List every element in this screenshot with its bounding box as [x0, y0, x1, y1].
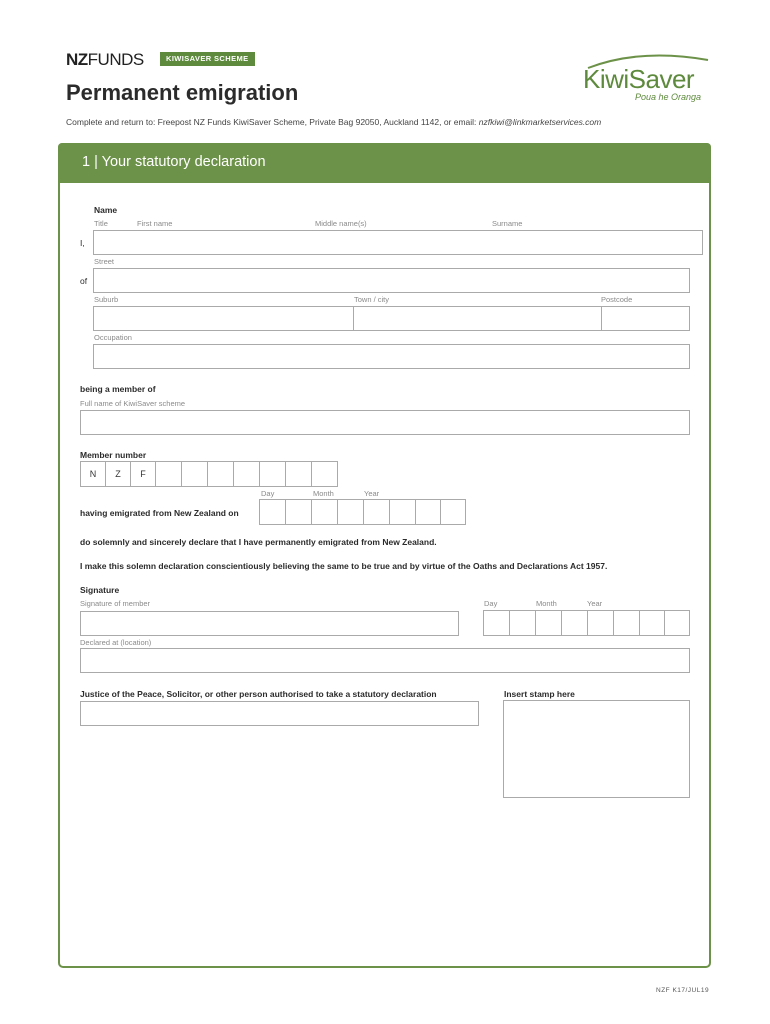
- first-name-caption: First name: [137, 219, 173, 228]
- town-caption: Town / city: [354, 295, 390, 304]
- return-address: Complete and return to: Freepost NZ Funds KiwiSaver Scheme, Private Bag 92050, Auckland 1142, or email:: [66, 117, 479, 127]
- signature-year-caption: Year: [587, 599, 603, 608]
- stamp-label: Insert stamp here: [504, 689, 575, 699]
- suburb-caption: Suburb: [94, 295, 119, 304]
- stamp-box[interactable]: [503, 700, 690, 798]
- occupation-field[interactable]: [93, 344, 690, 369]
- date-digit-box[interactable]: [440, 499, 466, 525]
- member-number-digit[interactable]: [285, 461, 312, 487]
- return-instructions: [66, 117, 601, 127]
- date-digit-box[interactable]: [587, 610, 614, 636]
- scheme-badge: KIWISAVER SCHEME: [160, 52, 255, 66]
- signature-field[interactable]: [80, 611, 459, 636]
- suburb-field[interactable]: [93, 306, 354, 331]
- member-number-digit[interactable]: [155, 461, 182, 487]
- date-digit-box[interactable]: [415, 499, 442, 525]
- signature-date-field[interactable]: [483, 610, 690, 636]
- date-digit-box[interactable]: [664, 610, 690, 636]
- date-digit-box[interactable]: [483, 610, 510, 636]
- logo-word: KiwiSaver: [583, 64, 695, 94]
- date-digit-box[interactable]: [363, 499, 390, 525]
- date-digit-box[interactable]: [389, 499, 416, 525]
- witness-label: Justice of the Peace, Solicitor, or other person authorised to take a statutory declaration: [80, 689, 437, 699]
- occupation-caption: Occupation: [94, 333, 132, 342]
- signature-label: Signature: [80, 585, 120, 595]
- date-digit-box[interactable]: [535, 610, 562, 636]
- member-number-digit[interactable]: [259, 461, 286, 487]
- declaration-line-2: I make this solemn declaration conscientiously believing the same to be true and by virtue of the Oaths and Declarations Act 1957.: [80, 561, 608, 571]
- member-number-digit[interactable]: [207, 461, 234, 487]
- of-label: of: [80, 276, 88, 286]
- street-caption: Street: [94, 257, 115, 266]
- brand-nz: NZ: [66, 50, 88, 69]
- i-label: I,: [80, 238, 85, 248]
- section-frame: [58, 143, 711, 968]
- emigration-year-caption: Year: [364, 489, 380, 498]
- title-caption: Title: [94, 219, 108, 228]
- emigrated-on-label: having emigrated from New Zealand on: [80, 508, 239, 518]
- form-code: NZF K17/JUL19: [656, 987, 710, 994]
- member-number-prefix-f: F: [130, 461, 156, 487]
- signature-member-caption: Signature of member: [80, 599, 151, 608]
- date-digit-box[interactable]: [311, 499, 338, 525]
- witness-signature-field[interactable]: [80, 701, 479, 726]
- member-number-digit[interactable]: [181, 461, 208, 487]
- date-digit-box[interactable]: [639, 610, 666, 636]
- postcode-field[interactable]: [601, 306, 690, 331]
- brand-funds: FUNDS: [87, 50, 144, 69]
- date-digit-box[interactable]: [561, 610, 588, 636]
- member-number-prefix-n: N: [80, 461, 106, 487]
- declared-at-field[interactable]: [80, 648, 690, 673]
- date-digit-box[interactable]: [613, 610, 640, 636]
- member-number-label: Member number: [80, 450, 147, 460]
- name-label: Name: [94, 205, 118, 215]
- signature-day-caption: Day: [484, 599, 498, 608]
- surname-caption: Surname: [492, 219, 523, 228]
- date-digit-box[interactable]: [509, 610, 536, 636]
- scheme-name-field[interactable]: [80, 410, 690, 435]
- logo-tagline: Poua he Oranga: [635, 92, 702, 102]
- street-field[interactable]: [93, 268, 690, 293]
- signature-month-caption: Month: [536, 599, 557, 608]
- kiwisaver-logo: [580, 50, 710, 106]
- emigration-day-caption: Day: [261, 489, 275, 498]
- section-title: 1 | Your statutory declaration: [82, 154, 266, 170]
- postcode-caption: Postcode: [601, 295, 633, 304]
- member-number-field[interactable]: [80, 461, 338, 487]
- declaration-line-1: do solemnly and sincerely declare that I have permanently emigrated from New Zealand.: [80, 537, 437, 547]
- emigration-date-field[interactable]: [259, 499, 466, 525]
- town-field[interactable]: [353, 306, 602, 331]
- middle-name-caption: Middle name(s): [315, 219, 367, 228]
- date-digit-box[interactable]: [259, 499, 286, 525]
- member-number-digit[interactable]: [233, 461, 260, 487]
- declared-at-caption: Declared at (location): [80, 638, 152, 647]
- page-title: Permanent emigration: [66, 80, 299, 105]
- member-number-prefix-z: Z: [105, 461, 131, 487]
- member-number-digit[interactable]: [311, 461, 338, 487]
- full-name-field[interactable]: [93, 230, 703, 255]
- date-digit-box[interactable]: [285, 499, 312, 525]
- date-digit-box[interactable]: [337, 499, 364, 525]
- emigration-month-caption: Month: [313, 489, 334, 498]
- return-email: nzfkiwi@linkmarketservices.com: [478, 117, 602, 127]
- being-member-label: being a member of: [80, 384, 156, 394]
- nz-funds-logo: [66, 50, 144, 70]
- scheme-name-caption: Full name of KiwiSaver scheme: [80, 399, 186, 408]
